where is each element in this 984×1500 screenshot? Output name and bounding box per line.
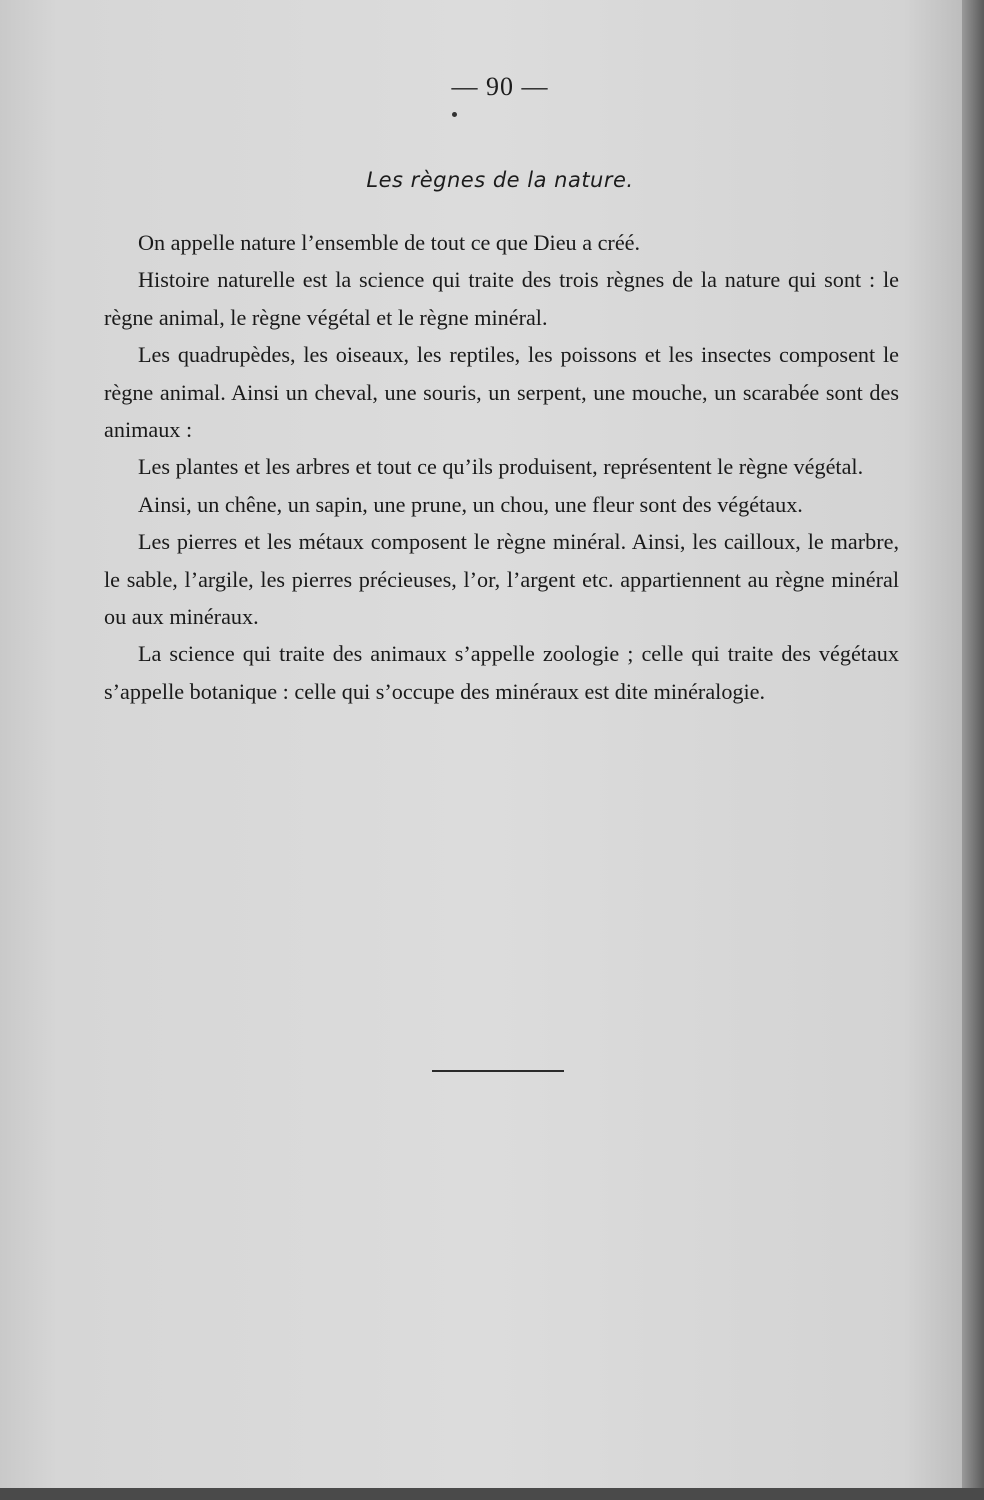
bottom-edge-shadow [0, 1488, 984, 1500]
paragraph: La science qui traite des animaux s’appelle zoologie ; celle qui traite des végétaux s’appelle botanique : celle qui s’occupe des minéraux est dite minéralogie. [104, 641, 899, 704]
page-edge-shadow [962, 0, 984, 1500]
paragraph: Les plantes et les arbres et tout ce qu’ils produisent, représentent le règne végétal. [138, 454, 864, 480]
paragraph: Histoire naturelle est la science qui traite des trois règnes de la nature qui sont : le règne animal, le règne végétal et le règne minéral. [104, 267, 899, 330]
section-divider [432, 1070, 564, 1072]
body-text [104, 224, 899, 710]
page-number: — 90 — [451, 72, 549, 101]
paragraph: Les pierres et les métaux composent le règne minéral. Ainsi, les cailloux, le marbre, le sable, l’argile, les pierres précieuses, l’or, l’argent etc. appartiennent au règne minéral ou aux minéraux. [104, 529, 899, 630]
section-title: Les règnes de la nature. [366, 168, 634, 192]
paragraph: On appelle nature l’ensemble de tout ce que Dieu a créé. [138, 230, 641, 255]
paragraph: Ainsi, un chêne, un sapin, une prune, un chou, une fleur sont des végétaux. [138, 491, 803, 517]
ink-dot [452, 112, 457, 117]
bleed-through-texture [104, 130, 899, 170]
paragraph: Les quadrupèdes, les oiseaux, les reptiles, les poissons et les insectes composent le règne animal. Ainsi un cheval, une souris, un serpent, une mouche, un scarabée sont des animaux : [104, 342, 899, 443]
